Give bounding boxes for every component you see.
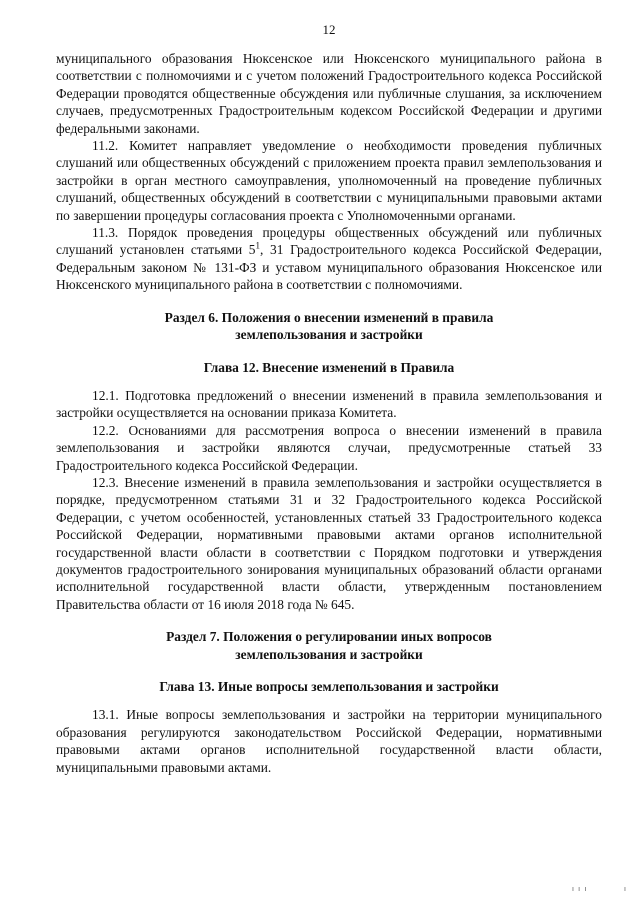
paragraph-11-3 <box>56 224 602 294</box>
scan-artifact-mark-right: ı <box>624 885 627 893</box>
section-6-title-line1: Раздел 6. Положения о внесении изменений в правила <box>164 309 494 325</box>
paragraph-11-3-end: , 31 Градостроительного кодекса Российской Федерации, Федеральным законом № 131-ФЗ и уставом муниципального образования Нюксенское или Нюксенского муниципального района в соответствии с полномочиями. <box>56 242 602 293</box>
page-number: 12 <box>322 22 336 37</box>
chapter-12-title: Глава 12. Внесение изменений в Правила <box>203 359 455 375</box>
paragraph-13-1: 13.1. Иные вопросы землепользования и застройки на территории муниципального образования регулируются законодательством Российской Федерации, нормативными правовыми актами органов исполнительной государственной власти области, муниципальными правовыми актами. <box>56 707 602 775</box>
paragraph-12-2: 12.2. Основаниями для рассмотрения вопроса о внесении изменений в правила землепользования и застройки являются случаи, предусмотренные статьей 33 Градостроительного кодекса Российской Федерации. <box>56 422 602 473</box>
scan-artifact-mark: ı ı ı <box>572 885 588 893</box>
paragraph-12-3: 12.3. Внесение изменений в правила землепользования и застройки осуществляется в порядке, предусмотренном статьями 31 и 32 Градостроительного кодекса Российской Федерации, с учетом особенностей, установленных статьей 33 Градостроительного кодекса Российской Федерации, нормативными правовыми актами органов исполнительной государственной власти области в соответствии с Порядком подготовки и утверждения документов градостроительного зонирования муниципальных образований области органами исполнительной государственной власти области, утвержденным постановлением Правительства области от 16 июля 2018 года № 645. <box>56 474 602 612</box>
paragraph-11-2: 11.2. Комитет направляет уведомление о необходимости проведения публичных слушаний или общественных обсуждений с приложением проекта правил землепользования и застройки в орган местного самоуправления, уполномоченный на проведение публичных слушаний, общественных обсуждений в соответствии с муниципальными правовыми актами по завершении процедуры согласования проекта с Уполномоченными органами. <box>56 138 602 223</box>
chapter-13-title: Глава 13. Иные вопросы землепользования и застройки <box>159 679 499 694</box>
section-7-title-line1: Раздел 7. Положения о регулировании иных вопросов <box>166 629 492 645</box>
section-6-title-line2: землепользования и застройки <box>235 327 423 343</box>
paragraph-continuation: муниципального образования Нюксенское или Нюксенского муниципального района в соответствии с полномочиями и с учетом положений Градостроительного кодекса Российской Федерации проводятся общественные обсуждения или публичные слушания, за исключением случаев, предусмотренных Градостроительным кодексом Российской Федерации и другими федеральными законами. <box>56 51 602 136</box>
section-7-title-line2: землепользования и застройки <box>235 646 423 662</box>
paragraph-12-1: 12.1. Подготовка предложений о внесении изменений в правила землепользования и застройки осуществляется на основании приказа Комитета. <box>56 387 602 421</box>
document-page <box>56 22 602 776</box>
superscript-mark: 1 <box>255 241 260 251</box>
paragraph-11-3-start: 11.3. Порядок проведения процедуры общественных обсуждений или публичных слушаний установлен статьями 5 <box>56 225 602 258</box>
